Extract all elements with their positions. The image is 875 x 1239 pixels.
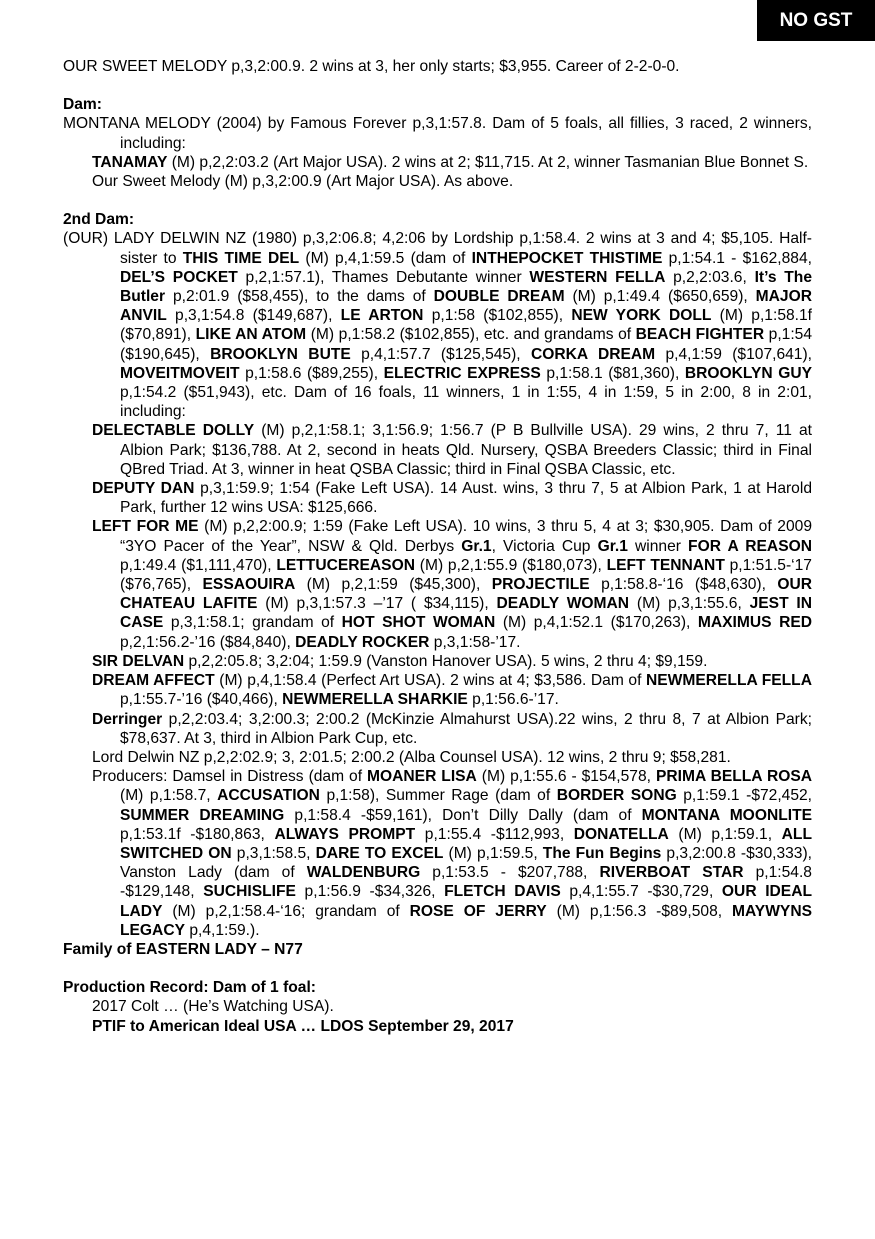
record-text: (M) p,1:55.6 - $154,578, — [476, 768, 656, 786]
horse-name: ALL SWITCHED ON — [120, 825, 812, 862]
record-text: p,1:56.9 -$34,326, — [295, 883, 445, 901]
progeny-name: TANAMAY — [92, 153, 168, 171]
horse-name: BORDER SONG — [556, 787, 677, 805]
record-text: p,2,2:05.8; 3,2:04; 1:59.9 (Vanston Hanover USA). 5 wins, 2 thru 4; $9,159. — [184, 652, 708, 670]
record-text: (M) p,1:59.5, — [443, 844, 543, 862]
horse-name: FLETCH DAVIS — [444, 883, 561, 901]
progeny-deputy-dan — [63, 479, 812, 517]
record-text: p,1:55.7-’16 ($40,466), — [120, 691, 283, 709]
progeny-left-for-me — [63, 517, 812, 651]
dam-progeny-our-sweet-melody: Our Sweet Melody (M) p,3,2:00.9 (Art Major USA). As above. — [92, 173, 514, 191]
record-text: p,1:58 ($102,855), — [423, 307, 572, 325]
horse-name: DREAM AFFECT — [92, 672, 215, 690]
record-text: p,1:53.5 - $207,788, — [420, 864, 600, 882]
horse-name: JEST IN CASE — [120, 595, 812, 632]
foal-2017-colt: 2017 Colt … (He’s Watching USA). — [92, 998, 334, 1016]
horse-name: PRIMA BELLA ROSA — [655, 768, 812, 786]
horse-name: DEADLY WOMAN — [496, 595, 630, 613]
horse-name: THIS TIME DEL — [182, 249, 300, 267]
record-text: (M) p,4,1:58.4 (Perfect Art USA). 2 wins at 4; $3,586. Dam of — [214, 672, 646, 690]
progeny-delectable-dolly — [63, 421, 812, 479]
record-text: (M) p,1:58.7, — [120, 787, 218, 805]
horse-name: BROOKLYN BUTE — [210, 345, 351, 363]
ptif-line: PTIF to American Ideal USA … LDOS September 29, 2017 — [92, 1017, 514, 1035]
record-text: p,1:58.6 ($89,255), — [239, 364, 384, 382]
horse-name: ELECTRIC EXPRESS — [383, 364, 541, 382]
record-text: p,4,1:59 ($107,641), — [655, 345, 812, 363]
record-text: p,1:49.4 ($1,111,470), — [120, 556, 277, 574]
horse-name: LEFT TENNANT — [606, 556, 725, 574]
horse-name: NEW YORK DOLL — [571, 307, 712, 325]
horse-name: ROSE OF JERRY — [409, 902, 547, 920]
progeny-detail: (M) p,2,2:03.2 (Art Major USA). 2 wins at 2; $11,715. At 2, winner Tasmanian Blue Bonnet S. — [167, 153, 809, 171]
horse-name: MAXIMUS RED — [697, 614, 812, 632]
progeny-sir-delvan — [63, 652, 812, 671]
horse-name: DONATELLA — [573, 825, 669, 843]
horse-name: PROJECTILE — [491, 576, 590, 594]
record-text: p,1:54.8 -$129,148, — [120, 864, 812, 901]
horse-name: MONTANA MOONLITE — [641, 806, 812, 824]
no-gst-badge: NO GST — [757, 0, 875, 41]
horse-name: LETTUCEREASON — [276, 556, 415, 574]
record-text: (M) p,2,1:59 ($45,300), — [295, 576, 492, 594]
record-text: p,2,2:03.4; 3,2:00.3; 2:00.2 (McKinzie Almahurst USA).22 wins, 2 thru 8, 7 at Albion Park; $78,637. At 3, third in Albion Park Cup, etc. — [120, 710, 812, 747]
record-text: p,1:58.1 ($81,360), — [540, 364, 685, 382]
record-text: (M) p,2,1:55.9 ($180,073), — [414, 556, 607, 574]
horse-name: MAJOR ANVIL — [120, 288, 812, 325]
record-text: p,1:58.8-‘16 ($48,630), — [589, 576, 778, 594]
horse-name: Gr.1 — [461, 537, 492, 555]
record-text: p,3,1:54.8 ($149,687), — [166, 307, 341, 325]
record-text: (M) p,1:58.1f ($70,891), — [120, 307, 812, 344]
record-text: p,2,2:03.6, — [665, 268, 755, 286]
record-text: (M) p,2,1:58.1; 3,1:56.9; 1:56.7 (P B Bullville USA). 29 wins, 2 thru 7, 11 at Albion Park; $136,788. At 2, second in heats Qld. Nursery, QSBA Breeders Classic; third in Final QBred Triad. At 3, winner in heat QSBA Classic; third in Final QSBA Classic, etc. — [120, 422, 812, 478]
horse-name: INTHEPOCKET THISTIME — [471, 249, 663, 267]
progeny-lord-delwin — [63, 748, 812, 767]
horse-name: Derringer — [92, 710, 163, 728]
record-text: p,1:54.1 - $162,884, — [662, 249, 812, 267]
record-text: p,4,1:57.7 ($125,545), — [350, 345, 531, 363]
record-text: , Victoria Cup — [491, 537, 598, 555]
horse-name: NEWMERELLA SHARKIE — [282, 691, 468, 709]
record-text: p,1:59.1 -$72,452, — [676, 787, 813, 805]
record-text: (M) p,1:49.4 ($650,659), — [564, 288, 756, 306]
horse-name: RIVERBOAT STAR — [599, 864, 744, 882]
production-record-heading: Production Record: Dam of 1 foal: — [63, 979, 316, 997]
record-text: p,1:51.5-‘17 ($76,765), — [120, 556, 812, 594]
horse-name: MAYWYNS LEGACY — [120, 902, 812, 939]
record-text: p,1:54.2 ($51,943), etc. Dam of 16 foals, 11 winners, 1 in 1:55, 4 in 1:59, 5 in 2:00, 8 in 2:01, including: — [120, 384, 812, 421]
producers-list — [63, 767, 812, 940]
horse-summary: OUR SWEET MELODY p,3,2:00.9. 2 wins at 3, her only starts; $3,955. Career of 2-2-0-0. — [63, 58, 680, 75]
horse-name: SIR DELVAN — [92, 652, 185, 670]
record-text: p,2,1:56.2-’16 ($84,840), — [120, 633, 296, 651]
record-text: Lord Delwin NZ p,2,2:02.9; 3, 2:01.5; 2:00.2 (Alba Counsel USA). 12 wins, 2 thru 9; $58,281. — [92, 748, 731, 766]
record-text: p,3,1:58.5, — [231, 844, 316, 862]
record-text: (M) p,2,1:58.4-‘16; grandam of — [162, 902, 410, 920]
dam-description: MONTANA MELODY (2004) by Famous Forever p,3,1:57.8. Dam of 5 foals, all fillies, 3 raced, 2 winners, including: — [63, 115, 812, 152]
record-text: p,1:55.4 -$112,993, — [415, 825, 574, 843]
record-text: p,2:01.9 ($58,455), to the dams of — [165, 288, 434, 306]
horse-name: ACCUSATION — [217, 787, 320, 805]
second-dam-heading: 2nd Dam: — [63, 211, 135, 229]
record-text: (M) p,4,1:59.5 (dam of — [299, 249, 472, 267]
record-text: p,1:58.4 -$59,161), Don’t Dilly Dally (dam of — [284, 806, 642, 824]
horse-name: BROOKLYN GUY — [684, 364, 812, 382]
record-text: winner — [627, 537, 689, 555]
horse-name: LE ARTON — [340, 307, 424, 325]
record-text: p,4,1:55.7 -$30,729, — [560, 883, 722, 901]
record-text: p,3,1:59.9; 1:54 (Fake Left USA). 14 Aust. wins, 3 thru 7, 5 at Albion Park, 1 at Harold Park, further 12 wins USA: $125,666. — [120, 480, 812, 517]
horse-name: WESTERN FELLA — [529, 268, 666, 286]
horse-name: DEADLY ROCKER — [295, 633, 430, 651]
horse-name: DARE TO EXCEL — [315, 844, 444, 862]
record-text: p,2,1:57.1), Thames Debutante winner — [237, 268, 530, 286]
horse-name: OUR IDEAL LADY — [120, 883, 812, 920]
horse-name: FOR A REASON — [688, 537, 812, 555]
dam-progeny-tanamay — [63, 153, 812, 172]
horse-name: LIKE AN ATOM — [195, 326, 307, 344]
record-text: p,3,2:00.8 -$30,333), Vanston Lady (dam of — [120, 844, 812, 882]
record-text: p,1:53.1f -$180,863, — [120, 825, 275, 843]
horse-name: LEFT FOR ME — [92, 518, 199, 536]
horse-name: DOUBLE DREAM — [433, 288, 565, 306]
horse-name: DEL’S POCKET — [120, 268, 238, 286]
horse-name: WALDENBURG — [306, 864, 421, 882]
horse-name: ESSAOUIRA — [202, 576, 296, 594]
second-dam-description — [63, 229, 812, 421]
horse-name: The Fun Begins — [542, 844, 662, 862]
horse-name: OUR CHATEAU LAFITE — [120, 576, 813, 613]
progeny-derringer — [63, 710, 812, 748]
record-text: (M) p,2,2:00.9; 1:59 (Fake Left USA). 10 wins, 3 thru 5, 4 at 3; $30,905. Dam of 2009 “3YO Pacer of the Year”, NSW & Qld. Derbys — [120, 518, 812, 555]
horse-name: MOANER LISA — [367, 768, 477, 786]
horse-name: HOT SHOT WOMAN — [341, 614, 496, 632]
record-text: Producers: Damsel in Distress (dam of — [92, 768, 368, 786]
record-text: (M) p,4,1:52.1 ($170,263), — [495, 614, 698, 632]
dam-heading: Dam: — [63, 96, 102, 114]
record-text: p,1:58), Summer Rage (dam of — [319, 787, 557, 805]
record-text: (M) p,1:59.1, — [668, 825, 782, 843]
record-text: (OUR) LADY DELWIN NZ (1980) p,3,2:06.8; 4,2:06 by Lordship p,1:58.4. 2 wins at 3 and 4; $5,105. Half-sister to — [63, 230, 812, 267]
horse-name: DEPUTY DAN — [92, 480, 195, 498]
record-text: (M) p,3,1:55.6, — [629, 595, 750, 613]
horse-name: It’s The Butler — [120, 268, 812, 306]
record-text: p,4,1:59.). — [184, 921, 260, 939]
horse-name: Gr.1 — [597, 537, 628, 555]
horse-name: CORKA DREAM — [531, 345, 656, 363]
horse-name: MOVEITMOVEIT — [120, 364, 240, 382]
record-text: p,3,1:58.1; grandam of — [163, 614, 342, 632]
record-text: (M) p,3,1:57.3 –’17 ( $34,115), — [257, 595, 497, 613]
horse-name: SUCHISLIFE — [203, 883, 296, 901]
horse-name: NEWMERELLA FELLA — [645, 672, 812, 690]
record-text: (M) p,1:56.3 -$89,508, — [546, 902, 732, 920]
record-text: p,1:54 ($190,645), — [120, 326, 813, 363]
horse-name: BEACH FIGHTER — [635, 326, 765, 344]
family-line: Family of EASTERN LADY – N77 — [63, 940, 303, 958]
record-text: p,1:56.6-’17. — [467, 691, 559, 709]
record-text: (M) p,1:58.2 ($102,855), etc. and grandams of — [306, 326, 636, 344]
progeny-dream-affect — [63, 671, 812, 709]
pedigree-page — [63, 57, 812, 1036]
horse-name: SUMMER DREAMING — [120, 806, 285, 824]
horse-name: ALWAYS PROMPT — [274, 825, 416, 843]
horse-name: DELECTABLE DOLLY — [92, 422, 255, 440]
record-text: p,3,1:58-’17. — [429, 633, 521, 651]
